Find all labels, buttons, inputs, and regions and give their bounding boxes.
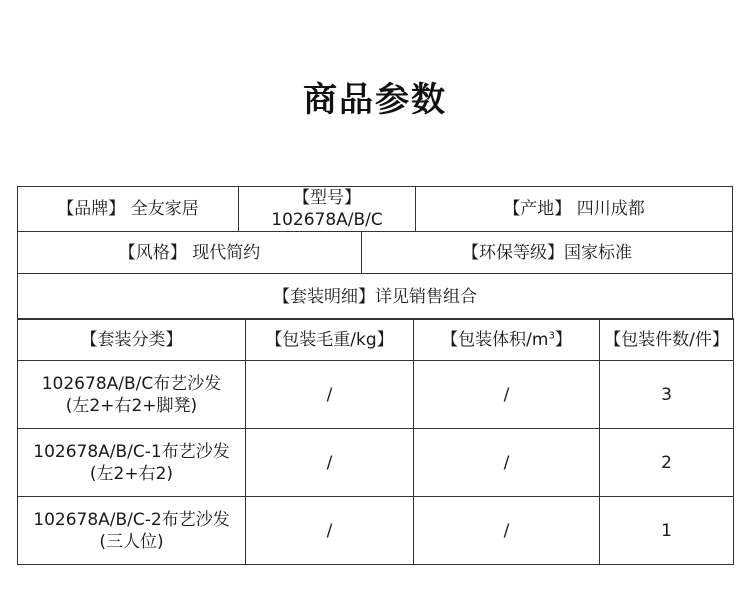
brand-cell: 【品牌】 全友家居: [18, 187, 239, 232]
header-volume-sup: 3: [548, 329, 555, 341]
table-row: [18, 497, 734, 565]
header-volume: [414, 319, 600, 361]
volume-cell: /: [414, 497, 600, 565]
set-name-cell: [18, 497, 246, 565]
info-row-1: [18, 187, 733, 232]
volume-cell: /: [414, 361, 600, 429]
set-name-line1: 102678A/B/C-1布艺沙发: [33, 441, 230, 462]
set-name-cell: [18, 361, 246, 429]
set-name-cell: [18, 429, 246, 497]
header-pieces: 【包装件数/件】: [600, 319, 734, 361]
page-title: 商品参数: [303, 80, 447, 120]
origin-cell: 【产地】 四川成都: [416, 187, 733, 232]
table-row: [18, 361, 734, 429]
pieces-cell: 1: [600, 497, 734, 565]
info-row-2: [18, 232, 733, 274]
header-volume-suffix: 】: [554, 329, 572, 350]
pieces-cell: 3: [600, 361, 734, 429]
weight-cell: /: [246, 429, 414, 497]
spec-table: [17, 186, 733, 320]
weight-cell: /: [246, 361, 414, 429]
set-detail-row: [18, 274, 733, 320]
header-category: 【套装分类】: [18, 319, 246, 361]
set-name-line2: (左2+右2+脚凳): [65, 395, 198, 416]
eco-grade-cell: 【环保等级】国家标准: [362, 232, 733, 274]
header-volume-prefix: 【包装体积/m: [441, 329, 549, 350]
set-detail-cell: 【套装明细】详见销售组合: [18, 274, 733, 320]
package-table: [17, 318, 734, 565]
header-gross-weight: 【包装毛重/kg】: [246, 319, 414, 361]
package-header-row: [18, 319, 734, 361]
set-name-line1: 102678A/B/C布艺沙发: [41, 373, 222, 394]
volume-cell: /: [414, 429, 600, 497]
table-row: [18, 429, 734, 497]
pieces-cell: 2: [600, 429, 734, 497]
set-name-line2: (三人位): [99, 531, 164, 552]
model-cell: 【型号】102678A/B/C: [239, 187, 416, 232]
set-name-line1: 102678A/B/C-2布艺沙发: [33, 509, 230, 530]
style-cell: 【风格】 现代简约: [18, 232, 362, 274]
weight-cell: /: [246, 497, 414, 565]
set-name-line2: (左2+右2): [89, 463, 174, 484]
